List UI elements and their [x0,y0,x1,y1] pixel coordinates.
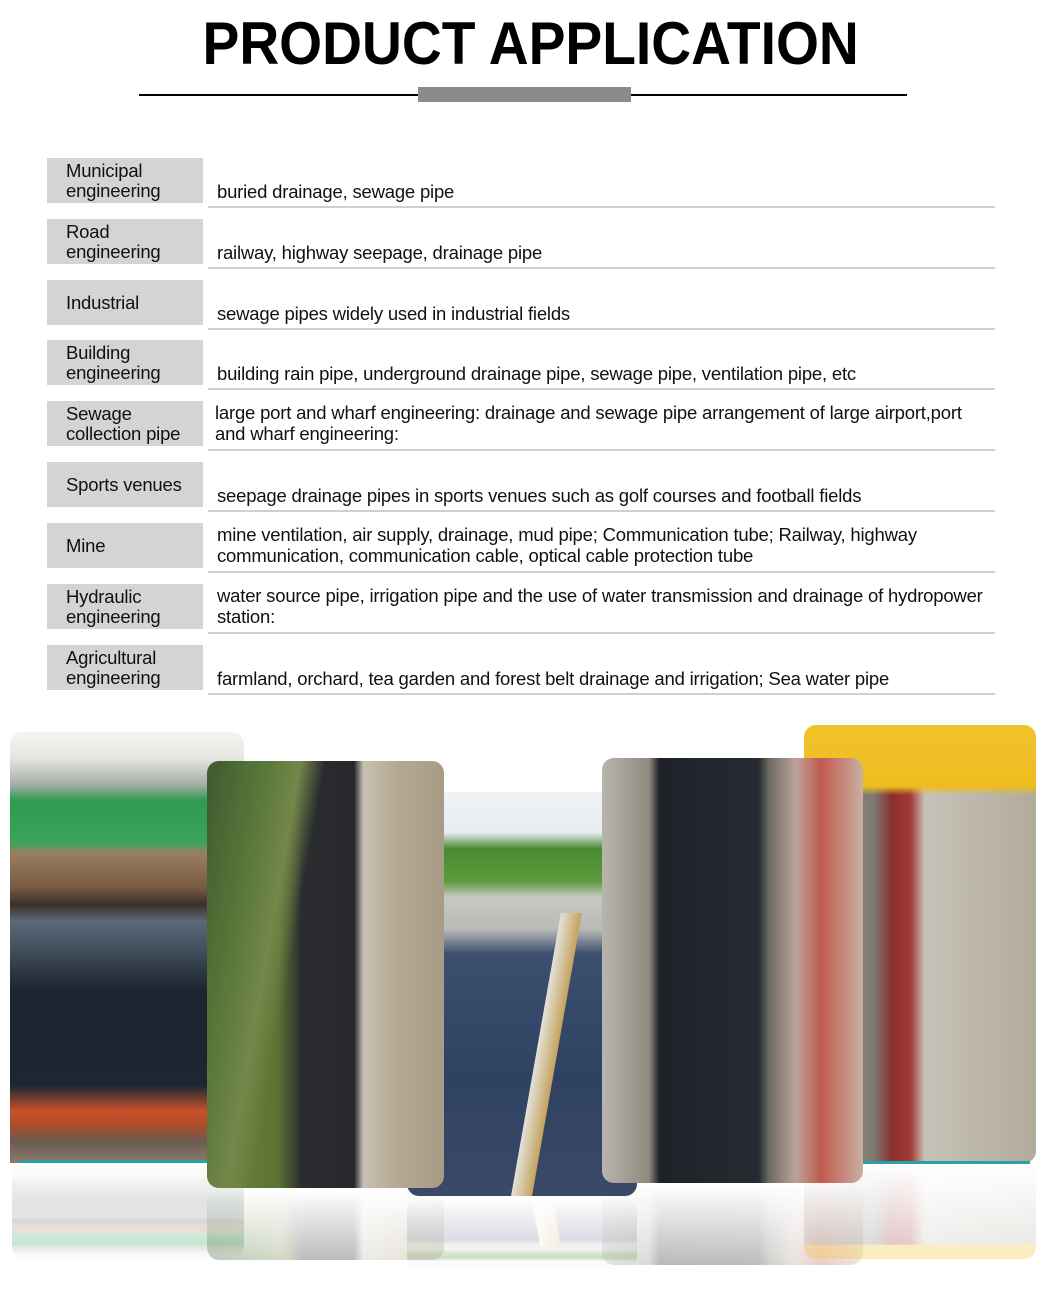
application-description: buried drainage, sewage pipe [217,181,455,202]
application-description: sewage pipes widely used in industrial fields [217,303,570,324]
application-label: Building engineering [47,340,203,385]
application-description: farmland, orchard, tea garden and forest belt drainage and irrigation; Sea water pipe [217,668,890,689]
photo-accent-edge [860,1161,1030,1164]
photo-accent-edge [20,1160,210,1163]
page-title: PRODUCT APPLICATION [202,10,859,77]
application-label: Sports venues [47,462,203,507]
application-row [47,462,995,514]
application-row [47,158,995,210]
application-label: Road engineering [47,219,203,264]
photo-reflection [207,1190,444,1260]
photo-large-pipe-flange [602,758,863,1183]
application-description: railway, highway seepage, drainage pipe [217,242,543,263]
row-divider [208,267,995,269]
application-row [47,645,995,697]
application-row [47,280,995,332]
application-photo-gallery [0,720,1060,1280]
row-divider [208,388,995,390]
application-row [47,219,995,271]
application-label: Industrial [47,280,203,325]
row-divider [208,206,995,208]
application-description: seepage drainage pipes in sports venues such as golf courses and football fields [217,485,862,506]
row-divider [208,449,995,451]
application-description: water source pipe, irrigation pipe and the use of water transmission and drainage of hydropower station: [217,584,983,627]
row-divider [208,328,995,330]
row-divider [208,693,995,695]
application-label: Municipal engineering [47,158,203,203]
application-row [47,523,995,575]
row-divider [208,632,995,634]
application-description: building rain pipe, underground drainage pipe, sewage pipe, ventilation pipe, etc [217,363,856,384]
row-divider [208,510,995,512]
application-row [47,401,995,453]
application-label: Mine [47,523,203,568]
application-row [47,340,995,392]
application-label: Sewage collection pipe [47,401,203,446]
application-description: large port and wharf engineering: drainage and sewage pipe arrangement of large airport,port and wharf engineering: [215,401,962,444]
application-description: mine ventilation, air supply, drainage, mud pipe; Communication tube; Railway, highway communication, communication cable, optical cable protection tube [217,523,917,566]
application-label: Agricultural engineering [47,645,203,690]
title-divider-bar [418,87,631,102]
application-row [47,584,995,636]
application-label: Hydraulic engineering [47,584,203,629]
photo-roadside-pipe [207,761,444,1188]
row-divider [208,571,995,573]
